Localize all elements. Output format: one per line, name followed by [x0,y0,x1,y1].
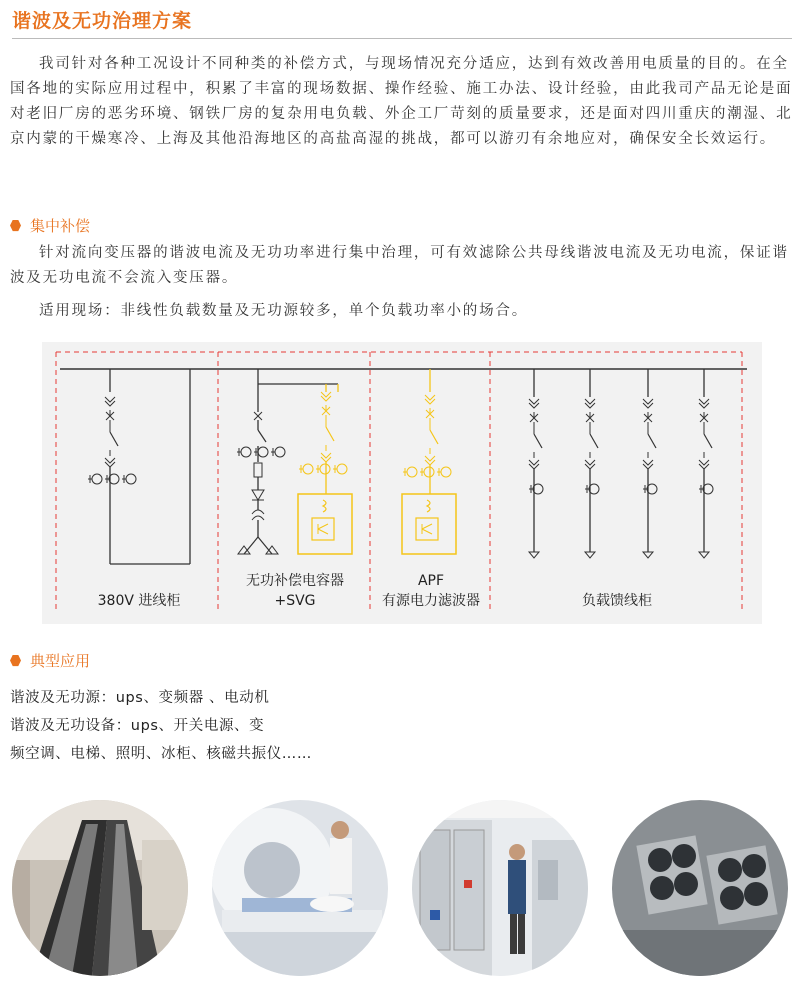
intro-paragraph: 我司针对各种工况设计不同种类的补偿方式，与现场情况充分适应，达到有效改善用电质量的目的。在全国各地的实际应用过程中，积累了丰富的现场数据、操作经验、施工办法、设计经验，由此我司产品无论是面对老旧厂房的恶劣环境、钢铁厂房的复杂用电负载、外企工厂苛刻的质量要求，还是面对四川重庆的潮湿、北京内蒙的干燥寒冷、上海及其他沿海地区的高盐高湿的挑战，都可以游刃有余地应对，确保安全长效运行。 [10,56,793,147]
central-compensation-application: 适用现场：非线性负载数量及无功源较多，单个负载功率小的场合。 [39,303,528,319]
apf-cabinet-label-1: APF [417,573,445,589]
application-line: 谐波及无功设备：ups、开关电源、变 [10,718,265,734]
switchgear-room-photo [412,800,588,976]
incoming-cabinet-label: 380V 进线柜 [97,593,181,609]
escalator-photo-image [12,800,188,976]
mri-scanner-photo-image [212,800,388,976]
apf-cabinet-label-2: 有源电力滤波器 [382,593,480,609]
capacitor-cabinet-label-1: 无功补偿电容器 [246,573,344,589]
hexagon-bullet-icon [10,655,21,667]
central-compensation-heading-text: 集中补偿 [30,217,91,235]
mri-scanner-photo [212,800,388,976]
application-line: 频空调、电梯、照明、冰柜、核磁共振仪…… [10,746,312,762]
central-compensation-description: 针对流向变压器的谐波电流及无功功率进行集中治理，可有效滤除公共母线谐波电流及无功电流，保证谐波及无功电流不会流入变压器。 [10,245,789,286]
typical-application-heading [10,650,90,671]
escalator-photo [12,800,188,976]
single-line-diagram [42,342,762,624]
central-compensation-heading [10,215,90,236]
feeder-cabinet-label: 负载馈线柜 [582,593,652,609]
incoming-feeder-line [88,369,190,564]
application-line: 谐波及无功源：ups、变频器 、电动机 [10,690,270,706]
load-feeders [529,369,713,558]
rooftop-hvac-photo [612,800,788,976]
rooftop-hvac-photo-image [612,800,788,976]
svg-branch [298,384,352,554]
page-title: 谐波及无功治理方案 [12,10,193,32]
hexagon-bullet-icon [10,220,21,232]
switchgear-room-photo-image [412,800,588,976]
capacitor-cabinet-label-2: +SVG [274,593,316,609]
typical-application-heading-text: 典型应用 [30,652,91,670]
title-divider [12,38,792,39]
apf-branch [402,369,456,554]
